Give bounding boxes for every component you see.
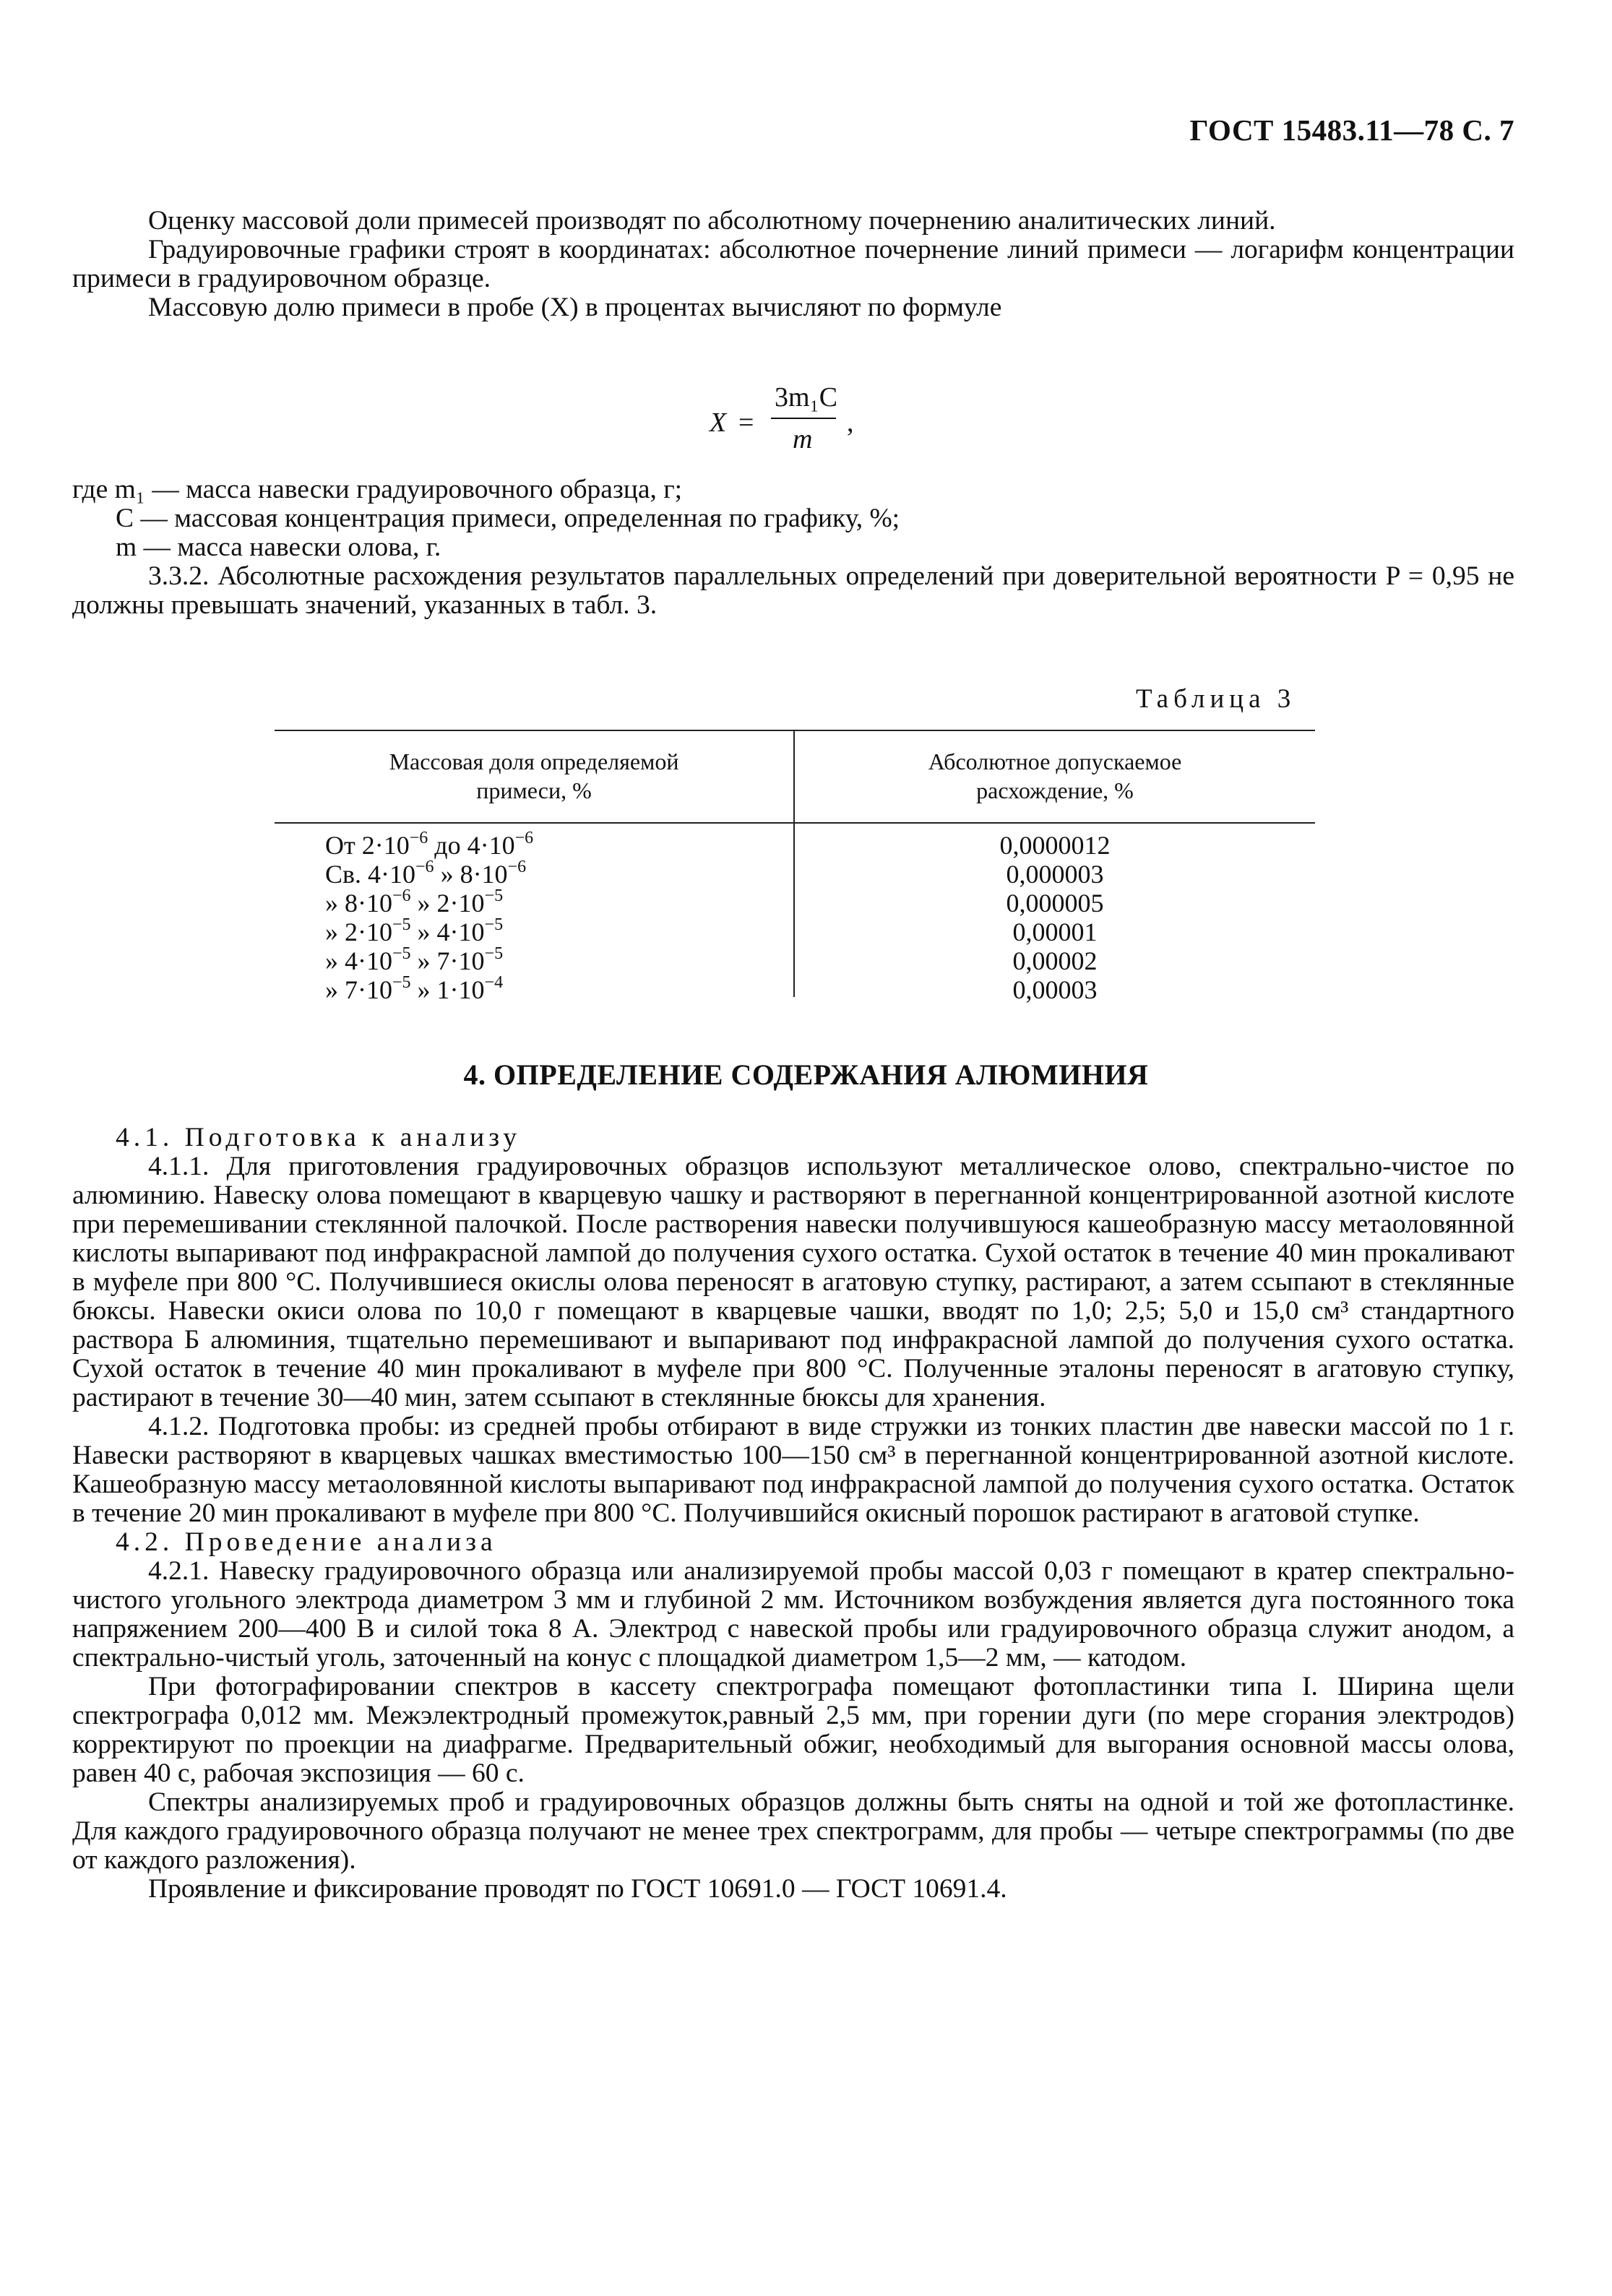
paragraph-formula-intro: Массовую долю примеси в пробе (X) в процентах вычисляют по формуле <box>148 293 1002 322</box>
range-to: 1·10 <box>436 975 485 1004</box>
range-prefix: » <box>325 946 338 975</box>
range-to: 4·10 <box>436 918 485 946</box>
range-to-exponent: −6 <box>507 858 527 876</box>
mass-fraction-formula <box>710 383 897 462</box>
table-row-tolerance: 0,00001 <box>1012 918 1098 946</box>
table-row-tolerance: 0,000005 <box>1006 889 1104 918</box>
section-4-title: 4. ОПРЕДЕЛЕНИЕ СОДЕРЖАНИЯ АЛЮМИНИЯ <box>463 1058 1149 1091</box>
table-row-range <box>325 886 773 918</box>
formula-numerator: 3m₁C <box>775 382 838 413</box>
range-joiner: » <box>417 975 431 1004</box>
table-row-tolerance: 0,0000012 <box>999 831 1111 860</box>
range-from: 7·10 <box>345 975 392 1004</box>
range-to-exponent: −5 <box>484 944 504 963</box>
table-row-range <box>325 946 773 975</box>
table-row-tolerance: 0,00002 <box>1012 946 1098 975</box>
table-row-range <box>325 831 773 860</box>
range-from-exponent: −6 <box>409 829 428 847</box>
table-row-range <box>325 975 773 1004</box>
range-from: 4·10 <box>368 860 416 889</box>
range-to-exponent: −5 <box>484 886 504 905</box>
table-row-range <box>325 860 773 889</box>
table-header-rule <box>275 822 1315 824</box>
paragraph-calibration-graphs: Градуировочные графики строят в координатах: абсолютное почернение линий примеси — логарифм концентрации примеси в градуировочном образце. <box>72 235 1514 293</box>
paragraph-assessment: Оценку массовой доли примесей производят по абсолютному почернению аналитических линий. <box>148 206 1276 236</box>
range-from-exponent: −6 <box>415 858 434 876</box>
table-header-mass-fraction: Массовая доля определяемой примеси, % <box>389 748 679 803</box>
paragraph-spectra: Спектры анализируемых проб и градуировочных образцов должны быть сняты на одной и той же фотопластинке. Для каждого градуировочного образца получают не менее трех спектрограмм, для пробы — четыре спектрограммы (по две от каждого разложения). <box>72 1787 1514 1875</box>
range-to-exponent: −6 <box>514 829 534 847</box>
paragraph-4-2-1: 4.2.1. Навеску градуировочного образца или анализируемой пробы массой 0,03 г помещают в кратер спектрально-чистого угольного электрода диаметром 3 мм и глубиной 2 мм. Источником возбуждения является дуга постоянного тока напряжением 200—400 В и силой тока 8 А. Электрод с навеской пробы или градуировочного образца служит анодом, а спектрально-чистый уголь, заточенный на конус с площадкой диаметром 1,5—2 мм, — катодом. <box>72 1556 1514 1673</box>
table-header-tolerance: Абсолютное допускаемое расхождение, % <box>928 748 1182 803</box>
page-header-standard-code: ГОСТ 15483.11—78 С. 7 <box>1189 113 1514 147</box>
table-3-title: Таблица 3 <box>1136 684 1296 714</box>
formula-fraction-bar <box>771 418 836 419</box>
section-4-text <box>72 1123 1514 1904</box>
table-row-tolerance: 0,000003 <box>1006 860 1104 889</box>
range-to-exponent: −4 <box>484 973 504 992</box>
range-prefix: » <box>325 975 338 1004</box>
range-from-exponent: −5 <box>392 944 411 963</box>
range-prefix: От <box>325 831 355 860</box>
range-joiner: до <box>434 831 461 860</box>
range-joiner: » <box>417 946 431 975</box>
range-from: 2·10 <box>345 918 392 946</box>
range-prefix: » <box>325 918 338 946</box>
subsection-4-1-heading: 4.1. Подготовка к анализу <box>116 1123 522 1152</box>
range-to: 7·10 <box>436 946 485 975</box>
formula-lhs: X <box>710 407 727 438</box>
table-top-rule <box>275 730 1315 731</box>
range-prefix: Св. <box>325 860 362 889</box>
range-from: 2·10 <box>361 831 410 860</box>
range-from: 4·10 <box>345 946 392 975</box>
paragraph-photographing: При фотографировании спектров в кассету спектрографа помещают фотопластинки типа I. Ширина щели спектрографа 0,012 мм. Межэлектродный промежуток,равный 2,5 мм, при горении дуги (по мере сгорания электродов) корректируют по проекции на диафрагме. Предварительный обжиг, необходимый для выгорания основной массы олова, равен 40 с, рабочая экспозиция — 60 с. <box>72 1672 1514 1788</box>
range-from-exponent: −5 <box>392 915 411 934</box>
paragraph-4-1-1: 4.1.1. Для приготовления градуировочных образцов используют металлическое олово, спектрально-чистое по алюминию. Навеску олова помещают в кварцевую чашку и растворяют в перегнанной концентрированной азотной кислоте при перемешивании стеклянной палочкой. После растворения навески получившуюся кашеобразную массу метаоловянной кислоты выпаривают под инфракрасной лампой до получения сухого остатка. Сухой остаток в течение 40 мин прокаливают в муфеле при 800 °С. Получившиеся окислы олова переносят в агатовую ступку, растирают, а затем ссыпают в стеклянные бюксы. Навески окиси олова по 10,0 г помещают в кварцевые чашки, вводят по 1,0; 2,5; 5,0 и 15,0 см³ стандартного раствора Б алюминия, тщательно перемешивают и выпаривают под инфракрасной лампой до получения сухого остатка. Сухой остаток в течение 40 мин прокаливают в муфеле при 800 °С. Полученные эталоны переносят в агатовую ступку, растирают в течение 30—40 мин, затем ссыпают в стеклянные бюксы для хранения. <box>72 1152 1514 1412</box>
table-row-tolerance: 0,00003 <box>1012 975 1098 1004</box>
range-to: 2·10 <box>436 889 485 918</box>
paragraph-4-1-2: 4.1.2. Подготовка пробы: из средней пробы отбирают в виде стружки из тонких пластин две навески массой по 1 г. Навески растворяют в кварцевых чашках вместимостью 100—150 см³ в перегнанной концентрированной азотной кислоте. Кашеобразную массу метаоловянной кислоты выпаривают под инфракрасной лампой до получения сухого остатка. Остаток в течение 20 мин прокаливают в муфеле при 800 °С. Получившийся окисный порошок растирают в агатовой ступке. <box>72 1412 1514 1528</box>
range-joiner: » <box>417 918 431 946</box>
subsection-4-2-heading: 4.2. Проведение анализа <box>116 1527 497 1557</box>
range-prefix: » <box>325 889 338 918</box>
range-to: 4·10 <box>467 831 515 860</box>
intro-text <box>72 207 1514 322</box>
range-from-exponent: −5 <box>392 973 411 992</box>
formula-equals: = <box>738 407 754 438</box>
range-to-exponent: −5 <box>484 915 504 934</box>
legend-c: C — массовая концентрация примеси, определенная по графику, %; <box>116 504 900 533</box>
table-row-range <box>325 915 773 946</box>
paragraph-developing: Проявление и фиксирование проводят по ГОСТ 10691.0 — ГОСТ 10691.4. <box>148 1874 1007 1904</box>
range-from-exponent: −6 <box>392 886 411 905</box>
paragraph-3-3-2: 3.3.2. Абсолютные расхождения результатов параллельных определений при доверительной вероятности P = 0,95 не должны превышать значений, указанных в табл. 3. <box>72 561 1514 620</box>
formula-legend-and-332 <box>72 475 1514 620</box>
formula-denominator: m <box>793 424 813 454</box>
formula-comma: , <box>847 407 854 438</box>
range-joiner: » <box>440 860 454 889</box>
range-joiner: » <box>417 889 431 918</box>
range-from: 8·10 <box>345 889 392 918</box>
legend-m: m — масса навески олова, г. <box>116 532 441 562</box>
range-to: 8·10 <box>460 860 508 889</box>
legend-m1: где m₁ — масса навески градуировочного образца, г; <box>72 475 683 504</box>
